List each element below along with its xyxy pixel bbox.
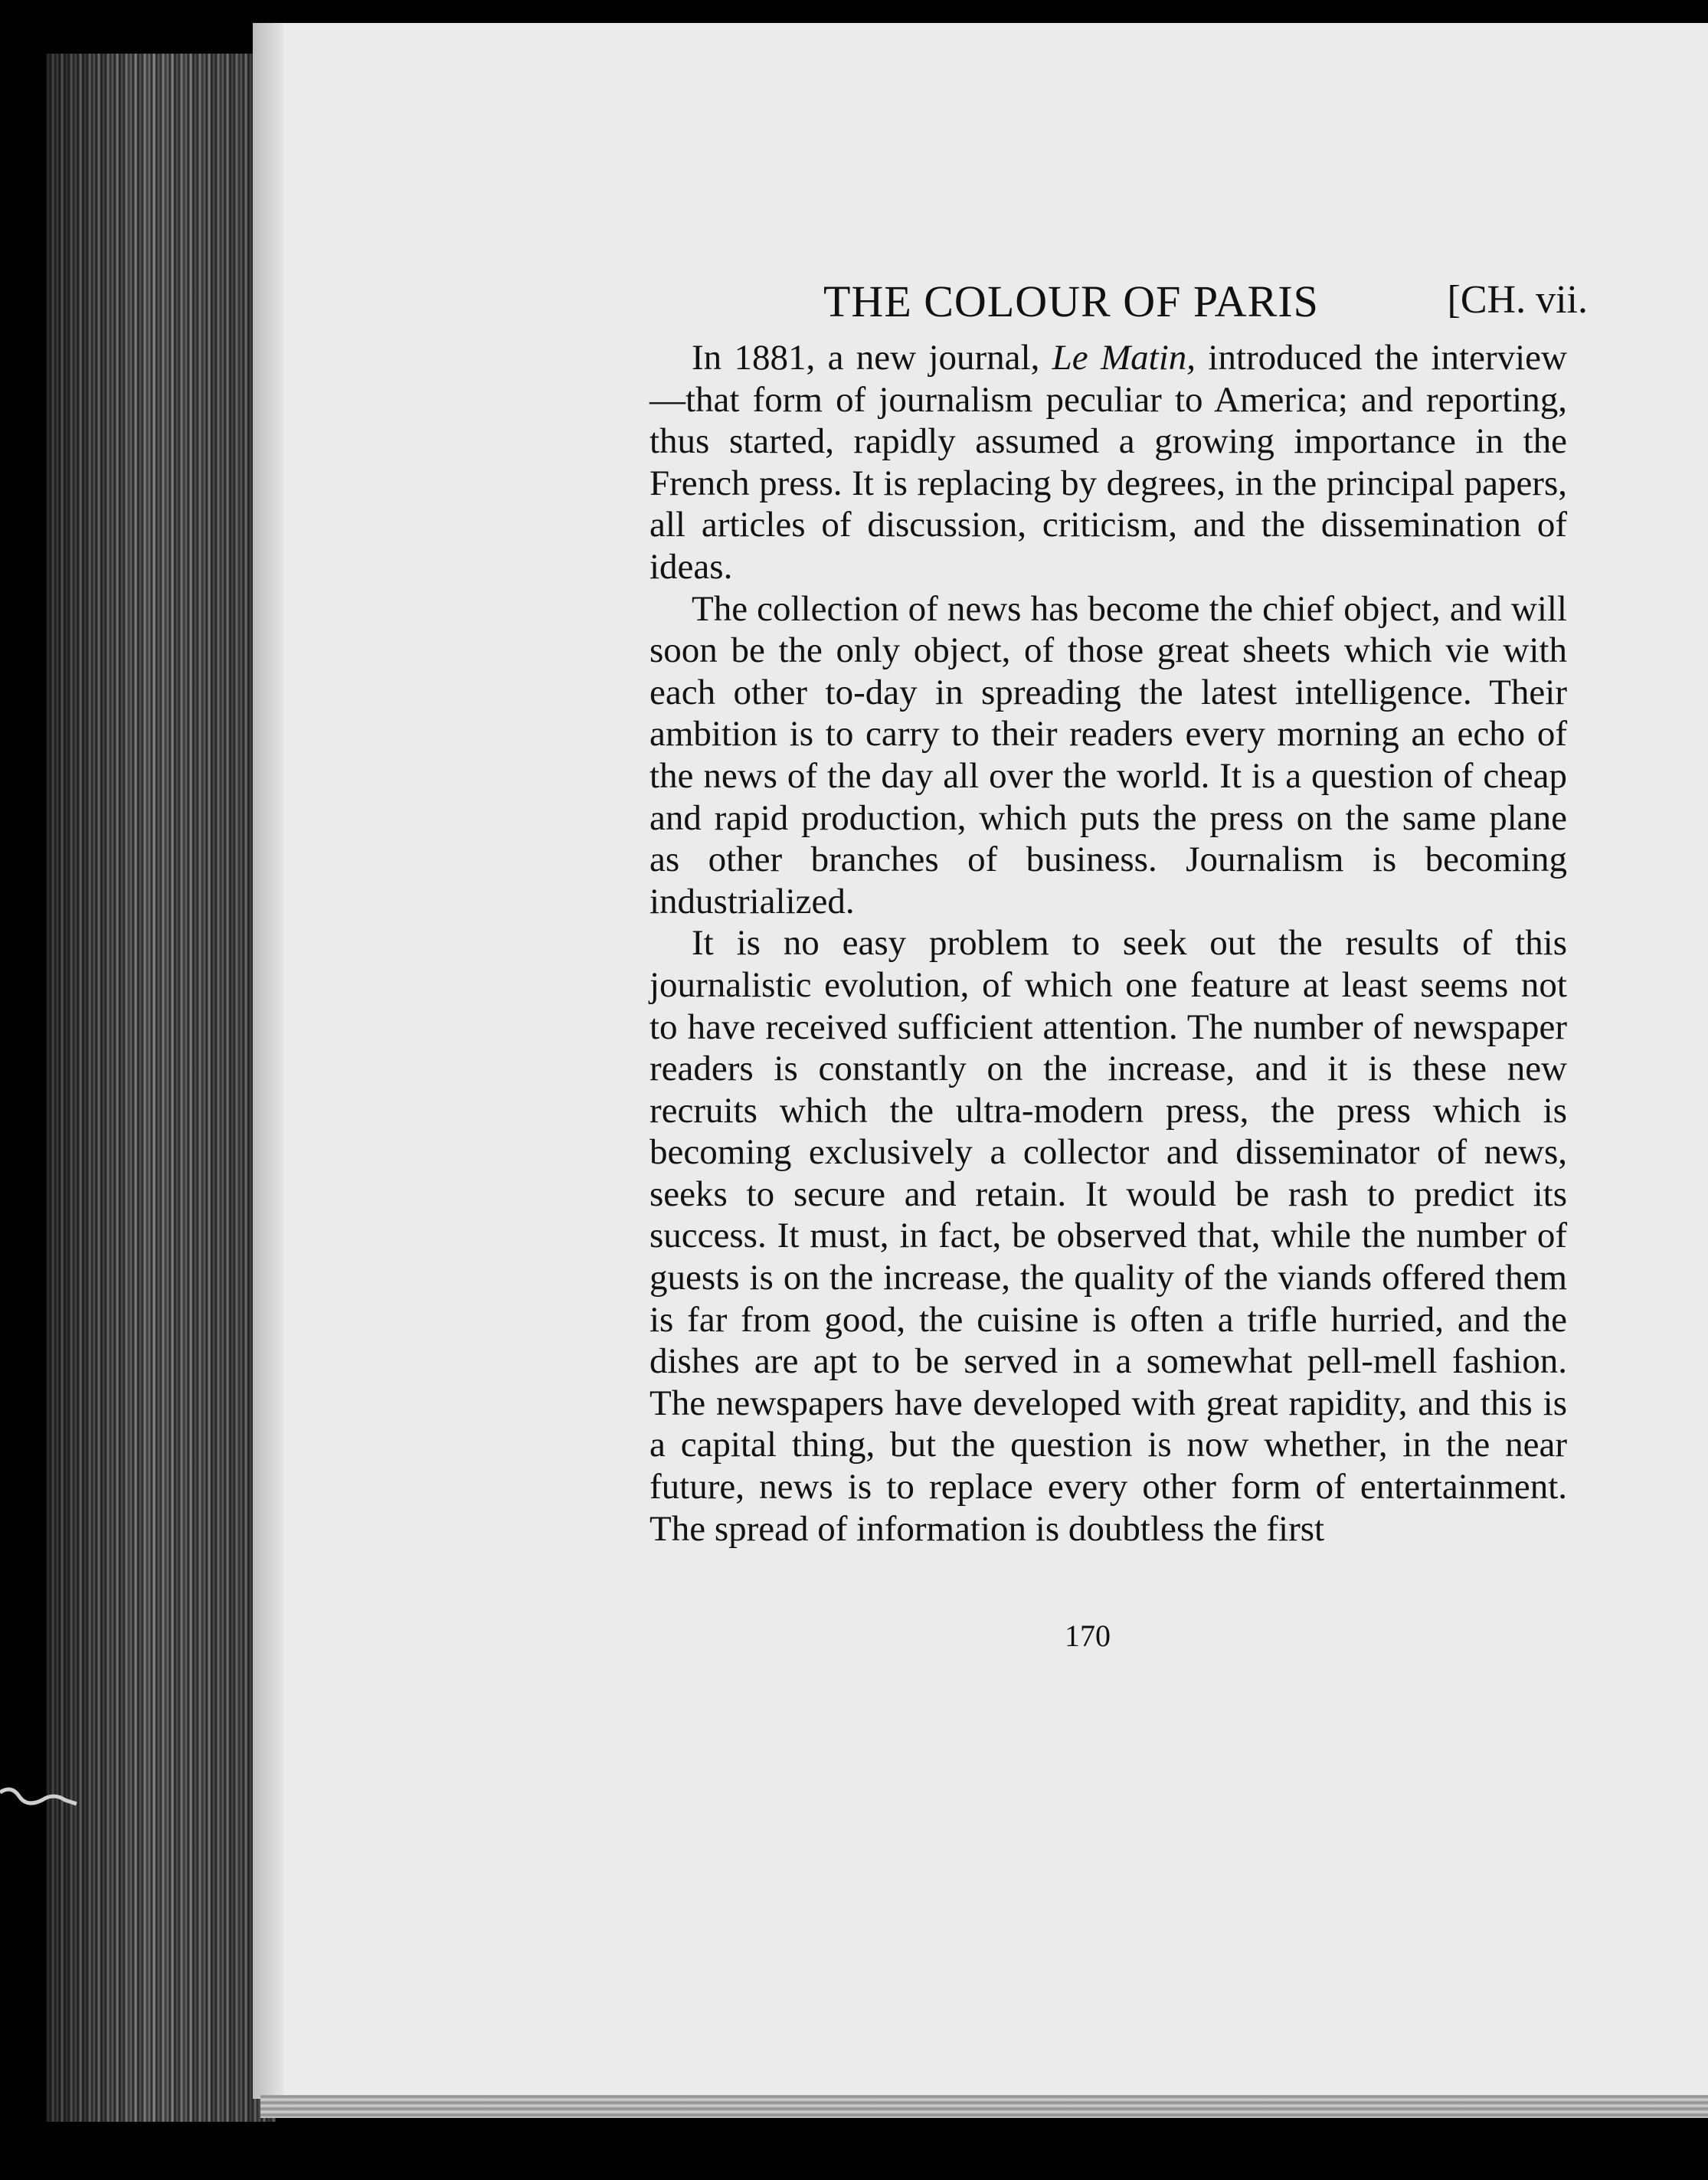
paragraph-1-text-start: In 1881, a new journal, xyxy=(692,338,1052,378)
chapter-reference: [CH. vii. xyxy=(1447,278,1588,322)
body-text xyxy=(649,337,1567,1550)
journal-title: Le Matin, xyxy=(1052,338,1196,378)
paragraph-1 xyxy=(649,337,1567,588)
page-header xyxy=(823,276,1589,329)
paragraph-1-text-end: introduced the interview—that form of journalism peculiar to America; and reporting, thus started, rapidly assumed a growing importance in the French press. It is replacing by degrees, in the principal papers, all articles of discussion, criticism, and the dissemination of ideas. xyxy=(649,338,1567,587)
page-number: 170 xyxy=(1065,1619,1111,1653)
page-bottom-edge xyxy=(260,2095,1708,2118)
paragraph-3: It is no easy problem to seek out the results of this journalistic evolution, of which one feature at least seems not to have received sufficient attention. The number of newspaper readers is constantly on the increase, and it is these new recruits which the ultra-modern press, the press which is becoming exclusively a collector and disseminator of news, seeks to secure and retain. It would be rash to predict its success. It must, in fact, be observed that, while the number of guests is on the increase, the quality of the viands offered them is far from good, the cuisine is often a trifle hurried, and the dishes are apt to be served in a somewhat pell-mell fashion. The newspapers have developed with great rapidity, and this is a capital thing, but the question is now whether, in the near future, news is to replace every other form of entertainment. The spread of information is doubtless the first xyxy=(649,923,1567,1549)
paragraph-2: The collection of news has become the chief object, and will soon be the only object, of those great sheets which vie with each other to-day in spreading the latest intelligence. Their ambition is to carry to their readers every morning an echo of the news of the day all over the world. It is a question of cheap and rapid production, which puts the press on the same plane as other branches of business. Journalism is becoming industrialized. xyxy=(649,588,1567,921)
page-gutter xyxy=(253,23,283,2099)
running-title: THE COLOUR OF PARIS xyxy=(823,277,1319,326)
edge-mark xyxy=(0,1777,84,1823)
